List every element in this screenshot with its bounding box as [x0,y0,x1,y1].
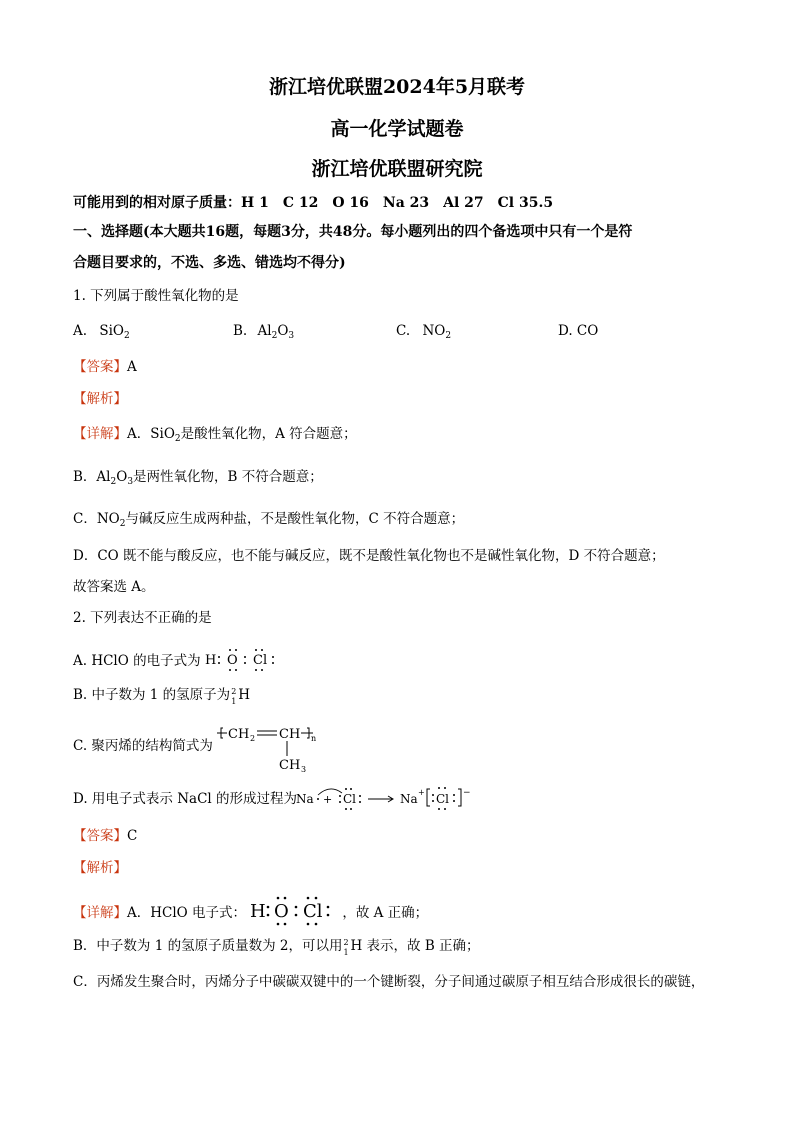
q1-option-a: A. SiO$_2$ [73,323,130,341]
section-heading-line2: 合题目要求的，不选、多选、错选均不得分) [73,255,346,271]
svg-text:n: n [311,734,317,743]
q1-option-b: B. $Al_2O_3$ [233,323,295,341]
q1-conclusion: 故答案选 A。 [73,579,155,595]
q2-detail-b: B．中子数为 1 的氢原子质量数为 2，可以用 2 1 H 表示，故 B 正确； [73,938,480,957]
exam-subtitle: 高一化学试题卷 [330,118,464,140]
q1-analysis-tag: 【解析】 [73,391,127,407]
q2-option-d: D. 用电子式表示 NaCl 的形成过程为 [73,791,298,807]
q2-option-b: B. 中子数为 1 的氢原子为 2 1 H [73,687,250,706]
q2-stem: 2. 下列表达不正确的是 [73,610,212,626]
q1-option-c: C. $NO_2$ [396,323,452,341]
hclo-electron-formula-small [205,647,285,673]
svg-text:Cl: Cl [303,901,323,922]
atomic-masses: 可能用到的相对原子质量：H 1 C 12 O 16 Na 23 Al 27 Cl 35.5 [73,195,554,211]
exam-title: 浙江培优联盟2024年5月联考 [268,76,526,98]
q1-stem: 1. 下列属于酸性氧化物的是 [73,288,239,304]
svg-text:H: H [250,901,267,922]
isotope-notation: 2 1 [231,687,237,706]
svg-text:Na: Na [296,792,314,806]
q1-detail-c: C．$NO_2$与碱反应生成两种盐，不是酸性氧化物，C 不符合题意； [73,511,465,529]
svg-text:−: − [463,788,471,798]
q1-detail-b: B．$Al_2O_3$是两性氧化物，B 不符合题意； [73,469,323,487]
isotope-notation: 2 1 [343,938,349,957]
svg-text:CH: CH [279,758,301,773]
polypropylene-structure [217,722,327,774]
svg-text:O: O [226,653,238,668]
svg-text:Na: Na [400,792,418,806]
publisher: 浙江培优联盟研究院 [311,158,483,180]
q1-detail-a: 【详解】A．SiO$_2$是酸性氧化物，A 符合题意； [73,426,357,444]
svg-text:+: + [418,788,425,797]
nacl-formation-diagram [296,782,482,814]
svg-text:+: + [323,793,333,806]
svg-text:O: O [274,901,290,922]
svg-text:CH: CH [228,727,250,742]
q2-option-a: A. HClO 的电子式为 H O Cl [73,647,285,673]
hclo-electron-formula-large [250,895,342,927]
svg-text:H: H [204,653,217,668]
svg-text:Cl: Cl [436,792,450,806]
q2-option-c: C. 聚丙烯的结构简式为 [73,738,213,754]
svg-text:3: 3 [301,765,307,774]
q2-answer: 【答案】C [73,828,138,844]
q1-option-d: D. CO [558,323,599,339]
svg-text:Cl: Cl [252,653,268,668]
section-heading-line1: 一、选择题(本大题共16题，每题3分，共48分。每小题列出的四个备选项中只有一个是符 [73,224,633,240]
q2-detail-a: 【详解】A．HClO 电子式： H O Cl ，故 A 正确； [73,895,428,927]
q2-analysis-tag: 【解析】 [73,860,127,876]
svg-text:2: 2 [250,734,256,743]
q1-answer: 【答案】A [73,359,137,375]
svg-text:CH: CH [279,727,301,742]
q1-detail-d: D．CO 既不能与酸反应，也不能与碱反应，既不是酸性氧化物也不是碱性氧化物，D 不符合题意； [73,548,665,564]
q2-detail-c: C．丙烯发生聚合时，丙烯分子中碳碳双键中的一个键断裂，分子间通过碳原子相互结合形成很长的碳链， [73,974,705,990]
svg-text:Cl: Cl [343,792,357,806]
